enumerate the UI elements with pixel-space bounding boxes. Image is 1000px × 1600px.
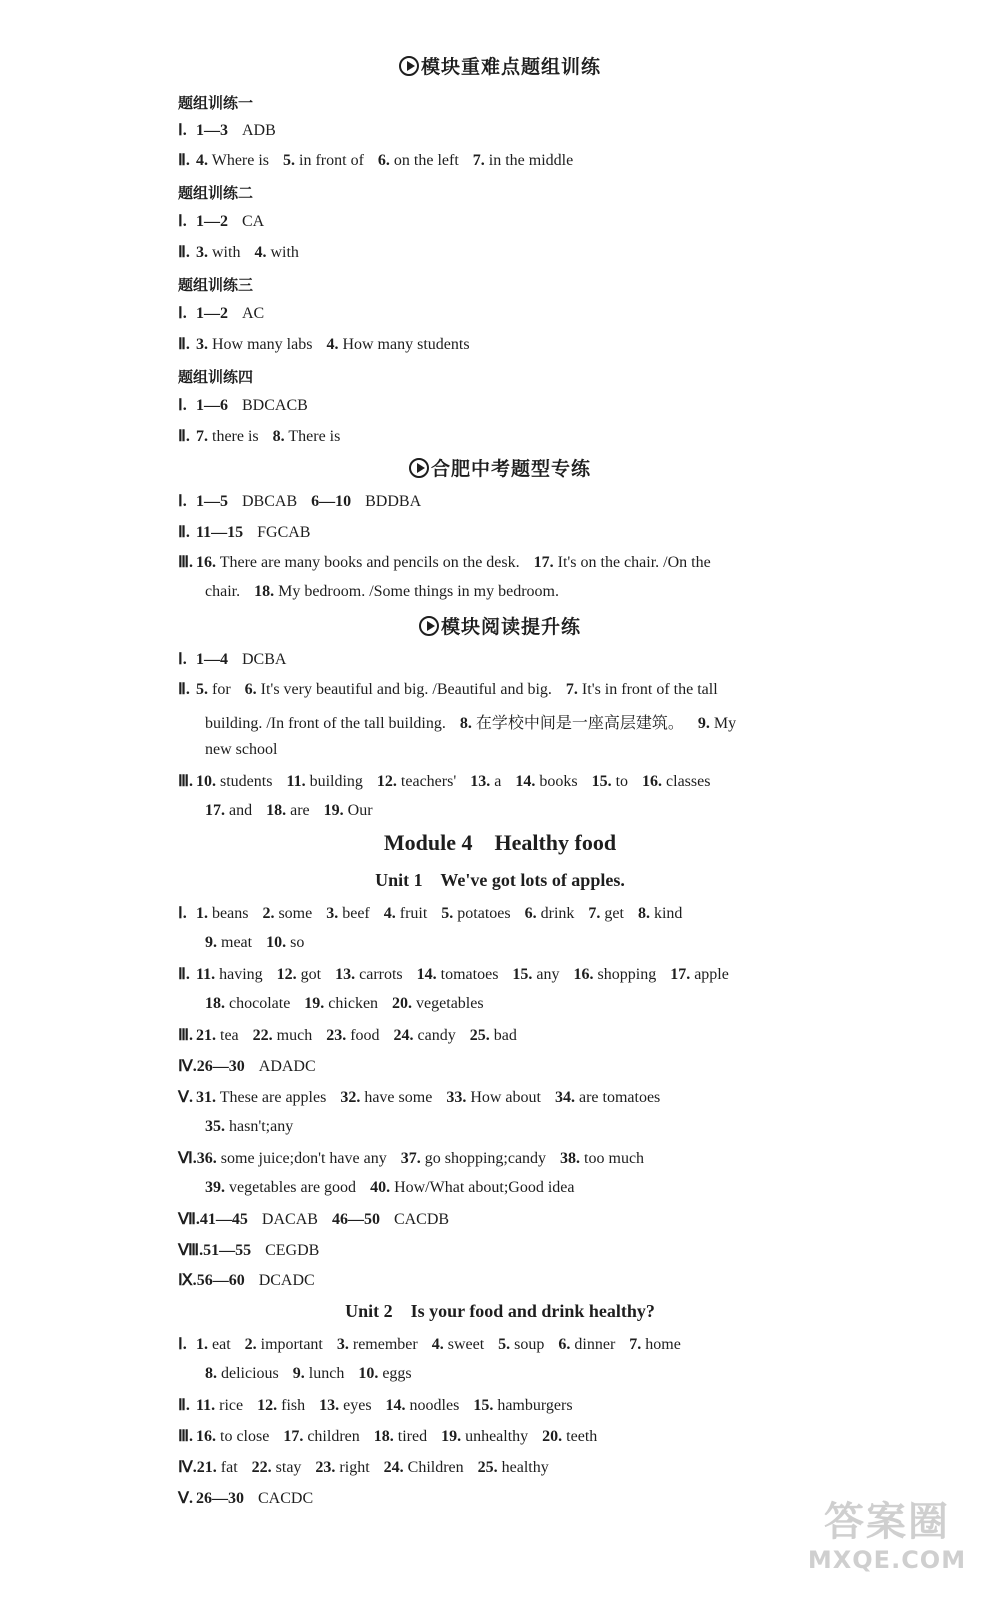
answer-text: How about — [470, 1089, 541, 1106]
roman-numeral: Ⅶ. — [178, 1211, 200, 1228]
answer-line — [178, 903, 682, 923]
answer-text: My — [713, 715, 737, 732]
answer-text: get — [604, 905, 624, 922]
item-number: 36. — [196, 1150, 217, 1167]
answer-text: there is — [212, 428, 259, 445]
section-heading-text: 合肥中考题型专练 — [430, 458, 591, 480]
item-number: 13. — [470, 773, 491, 790]
item-number: 17. — [205, 802, 225, 819]
answer-text: building — [309, 773, 363, 790]
answer-text: It's on the chair. /On the — [557, 554, 711, 571]
roman-numeral: Ⅱ. — [178, 428, 190, 445]
item-number: 33. — [446, 1089, 467, 1106]
answer-line — [205, 934, 304, 952]
answer-text: Children — [407, 1459, 464, 1476]
answer-line — [205, 710, 736, 733]
answer-text: hamburgers — [497, 1397, 573, 1414]
answer-text: on the left — [393, 152, 459, 169]
item-number: 2. — [262, 905, 275, 922]
answer-text: have some — [364, 1089, 433, 1106]
answer-text: tired — [397, 1428, 428, 1445]
item-number: 7. — [196, 428, 208, 445]
answer-line — [178, 334, 470, 354]
answer-line — [178, 649, 286, 669]
item-number: 22. — [251, 1459, 272, 1476]
item-range: 6—10 — [311, 493, 352, 510]
item-number: 18. — [254, 583, 275, 600]
item-number: 4. — [431, 1336, 444, 1353]
module-title: Module 4 Healthy food — [383, 830, 617, 855]
watermark-logo-cn: 答案圈 — [824, 1499, 950, 1545]
item-number: 13. — [335, 966, 356, 983]
answer-text: soup — [514, 1336, 545, 1353]
item-number: 17. — [670, 966, 691, 983]
roman-numeral: Ⅱ. — [178, 966, 190, 983]
answer-line — [178, 1426, 597, 1446]
roman-numeral: Ⅲ. — [178, 1428, 194, 1445]
roman-numeral: Ⅲ. — [178, 1027, 194, 1044]
answer-text: Our — [347, 802, 373, 819]
section-heading-text: 模块重难点题组训练 — [420, 56, 601, 78]
item-number: 7. — [588, 905, 601, 922]
item-number: 21. — [196, 1027, 216, 1044]
answer-text: chair. — [205, 583, 241, 600]
answer-line — [178, 242, 299, 262]
answer-text: CACDC — [258, 1490, 314, 1507]
answer-text: hasn't;any — [229, 1118, 294, 1135]
item-number: 6. — [524, 905, 537, 922]
answer-text: noodles — [409, 1397, 460, 1414]
answer-line — [178, 1148, 644, 1168]
item-number: 8. — [637, 905, 650, 922]
item-number: 18. — [205, 995, 225, 1012]
item-number: 9. — [205, 934, 217, 951]
answer-text: vegetables — [416, 995, 484, 1012]
answer-line — [205, 741, 277, 759]
item-number: 16. — [642, 773, 663, 790]
answer-text: dinner — [574, 1336, 616, 1353]
roman-numeral: Ⅰ. — [178, 493, 187, 510]
answer-line — [178, 1209, 449, 1229]
item-range: 26—30 — [196, 1058, 245, 1075]
item-number: 32. — [340, 1089, 361, 1106]
item-number: 17. — [283, 1428, 304, 1445]
item-number: 1. — [196, 905, 208, 922]
answer-text: in front of — [299, 152, 364, 169]
play-circle-icon — [399, 56, 419, 76]
item-number: 19. — [304, 995, 325, 1012]
answer-text: a — [494, 773, 502, 790]
answer-line — [178, 491, 421, 511]
item-number: 25. — [477, 1459, 498, 1476]
answer-text: It's very beautiful and big. /Beautiful and big. — [260, 681, 552, 698]
answer-text: stay — [275, 1459, 302, 1476]
answer-text: 在学校中间是一座高层建筑。 — [475, 715, 684, 732]
item-number: 23. — [326, 1027, 347, 1044]
item-number: 5. — [283, 152, 296, 169]
watermark-logo — [802, 1498, 972, 1578]
answer-text: ADADC — [258, 1058, 316, 1075]
item-range: 1—6 — [196, 397, 228, 414]
answer-text: home — [645, 1336, 681, 1353]
answer-text: kind — [653, 905, 683, 922]
item-number: 7. — [629, 1336, 642, 1353]
answer-text: How many students — [342, 336, 470, 353]
item-number: 10. — [196, 773, 216, 790]
roman-numeral: Ⅸ. — [178, 1272, 197, 1289]
answer-text: some — [278, 905, 313, 922]
item-number: 14. — [515, 773, 536, 790]
answer-text: bad — [493, 1027, 517, 1044]
answer-text: How/What about;Good idea — [394, 1179, 575, 1196]
section-heading-1 — [0, 52, 1000, 79]
item-number: 34. — [554, 1089, 575, 1106]
item-range: 11—15 — [196, 524, 244, 541]
answer-text: fruit — [399, 905, 428, 922]
answer-line — [178, 552, 711, 572]
item-number: 24. — [393, 1027, 414, 1044]
item-number: 3. — [336, 1336, 349, 1353]
answer-text: rice — [219, 1397, 244, 1414]
answer-line — [178, 120, 276, 140]
answer-text: classes — [666, 773, 711, 790]
answer-text: fat — [220, 1459, 238, 1476]
answer-text: eggs — [382, 1365, 412, 1382]
answer-text: much — [276, 1027, 313, 1044]
item-number: 12. — [257, 1397, 278, 1414]
roman-numeral: Ⅱ. — [178, 524, 190, 541]
item-number: 12. — [276, 966, 297, 983]
answer-line — [178, 522, 310, 542]
answer-text: vegetables are good — [229, 1179, 357, 1196]
item-number: 14. — [416, 966, 437, 983]
answer-text: are — [290, 802, 310, 819]
roman-numeral: Ⅰ. — [178, 213, 187, 230]
answer-text: ADB — [242, 122, 276, 139]
item-number: 14. — [385, 1397, 406, 1414]
item-range: 1—5 — [196, 493, 228, 510]
item-number: 4. — [326, 336, 339, 353]
section-heading-3 — [0, 612, 1000, 639]
answer-line — [205, 802, 373, 820]
answer-line — [178, 1240, 319, 1260]
answer-text: eyes — [343, 1397, 372, 1414]
answer-line — [178, 1488, 313, 1508]
unit-2-title: Unit 2 Is your food and drink healthy? — [345, 1301, 655, 1321]
play-circle-icon — [419, 616, 439, 636]
item-number: 3. — [196, 336, 208, 353]
item-number: 9. — [292, 1365, 305, 1382]
answer-text: healthy — [501, 1459, 549, 1476]
item-number: 1. — [196, 1336, 208, 1353]
roman-numeral: Ⅰ. — [178, 1336, 187, 1353]
item-number: 39. — [205, 1179, 225, 1196]
roman-numeral: Ⅳ. — [178, 1459, 197, 1476]
item-range: 26—30 — [196, 1490, 244, 1507]
item-number: 8. — [272, 428, 285, 445]
item-number: 20. — [542, 1428, 563, 1445]
item-range: 1—3 — [196, 122, 228, 139]
item-number: 24. — [383, 1459, 404, 1476]
item-number: 11. — [286, 773, 306, 790]
answer-line — [178, 679, 718, 699]
item-number: 16. — [196, 554, 216, 571]
item-number: 16. — [196, 1428, 216, 1445]
answer-text: candy — [417, 1027, 456, 1044]
item-number: 17. — [533, 554, 554, 571]
answer-text: for — [212, 681, 231, 698]
item-number: 22. — [252, 1027, 273, 1044]
watermark-logo-en: MXQE.COM — [807, 1546, 967, 1574]
answer-text: shopping — [597, 966, 657, 983]
answer-text: DACAB — [261, 1211, 318, 1228]
answer-line — [178, 150, 573, 170]
group-label-3: 题组训练三 — [178, 276, 254, 294]
answer-text: beef — [342, 905, 370, 922]
answer-line — [178, 1025, 517, 1045]
answer-text: There are many books and pencils on the desk. — [219, 554, 520, 571]
answer-text: any — [536, 966, 560, 983]
item-number: 5. — [196, 681, 208, 698]
answer-line — [178, 395, 308, 415]
answer-line — [178, 211, 264, 231]
answer-text: to — [615, 773, 629, 790]
answer-text: tomatoes — [440, 966, 499, 983]
answer-text: food — [350, 1027, 380, 1044]
roman-numeral: Ⅰ. — [178, 905, 187, 922]
item-range: 41—45 — [199, 1211, 248, 1228]
roman-numeral: Ⅱ. — [178, 681, 190, 698]
item-number: 15. — [473, 1397, 494, 1414]
item-number: 18. — [266, 802, 287, 819]
item-number: 18. — [373, 1428, 394, 1445]
item-number: 31. — [196, 1089, 216, 1106]
roman-numeral: Ⅱ. — [178, 1397, 190, 1414]
item-number: 37. — [400, 1150, 421, 1167]
answer-text: with — [270, 244, 299, 261]
answer-text: new school — [205, 741, 278, 758]
item-number: 5. — [441, 905, 454, 922]
item-range: 51—55 — [203, 1242, 252, 1259]
answer-text: got — [300, 966, 322, 983]
answer-text: so — [290, 934, 305, 951]
answer-line — [178, 1270, 315, 1290]
item-number: 19. — [323, 802, 344, 819]
answer-text: unhealthy — [465, 1428, 529, 1445]
answer-line — [178, 1395, 573, 1415]
answer-text: teachers' — [400, 773, 457, 790]
answer-text: CA — [242, 213, 265, 230]
item-range: 1—2 — [196, 213, 228, 230]
item-number: 20. — [392, 995, 413, 1012]
roman-numeral: Ⅰ. — [178, 122, 187, 139]
item-range: 56—60 — [196, 1272, 245, 1289]
item-number: 13. — [319, 1397, 340, 1414]
item-number: 4. — [254, 244, 267, 261]
roman-numeral: Ⅱ. — [178, 244, 190, 261]
group-label-1: 题组训练一 — [178, 94, 254, 112]
answer-text: AC — [242, 305, 265, 322]
roman-numeral: Ⅲ. — [178, 554, 194, 571]
answer-text: beans — [212, 905, 249, 922]
answer-text: and — [229, 802, 253, 819]
answer-text: There is — [288, 428, 341, 445]
answer-text: children — [307, 1428, 360, 1445]
answer-text: teeth — [566, 1428, 598, 1445]
answer-line — [178, 1056, 316, 1076]
answer-line — [205, 1179, 574, 1197]
answer-text: in the middle — [488, 152, 574, 169]
roman-numeral: Ⅱ. — [178, 152, 190, 169]
item-number: 15. — [512, 966, 533, 983]
item-range: 1—4 — [196, 651, 228, 668]
item-number: 6. — [377, 152, 390, 169]
answer-text: sweet — [447, 1336, 485, 1353]
answer-text: DBCAB — [242, 493, 298, 510]
roman-numeral: Ⅷ. — [178, 1242, 204, 1259]
answer-text: DCBA — [242, 651, 287, 668]
answer-text: Where is — [211, 152, 270, 169]
answer-text: chocolate — [229, 995, 291, 1012]
answer-text: having — [219, 966, 263, 983]
item-number: 5. — [498, 1336, 511, 1353]
group-label-2: 题组训练二 — [178, 184, 254, 202]
roman-numeral: Ⅴ. — [178, 1490, 193, 1507]
answer-text: go shopping;candy — [424, 1150, 547, 1167]
answer-text: BDDBA — [365, 493, 422, 510]
answer-text: right — [339, 1459, 370, 1476]
item-number: 9. — [697, 715, 710, 732]
answer-text: How many labs — [212, 336, 313, 353]
answer-text: with — [212, 244, 241, 261]
item-number: 21. — [196, 1459, 217, 1476]
answer-text: These are apples — [219, 1089, 327, 1106]
answer-text: meat — [221, 934, 253, 951]
item-number: 7. — [565, 681, 578, 698]
item-number: 35. — [205, 1118, 225, 1135]
answer-text: BDCACB — [242, 397, 308, 414]
item-range: 1—2 — [196, 305, 228, 322]
item-number: 6. — [244, 681, 257, 698]
answer-text: tea — [220, 1027, 239, 1044]
answer-line — [178, 426, 340, 446]
answer-text: My bedroom. /Some things in my bedroom. — [278, 583, 559, 600]
item-number: 10. — [266, 934, 287, 951]
answer-line — [205, 995, 484, 1013]
answer-text: CACDB — [393, 1211, 450, 1228]
answer-line — [178, 1334, 681, 1354]
item-number: 4. — [196, 152, 208, 169]
answer-text: delicious — [221, 1365, 279, 1382]
answer-text: too much — [584, 1150, 645, 1167]
answer-text: CEGDB — [265, 1242, 320, 1259]
answer-line — [178, 303, 264, 323]
item-number: 3. — [326, 905, 339, 922]
answer-text: books — [539, 773, 578, 790]
answer-line — [205, 1118, 293, 1136]
roman-numeral: Ⅴ. — [178, 1089, 193, 1106]
answer-text: chicken — [328, 995, 379, 1012]
item-number: 11. — [196, 1397, 216, 1414]
answer-text: carrots — [359, 966, 403, 983]
answer-text: remember — [352, 1336, 418, 1353]
answer-text: apple — [694, 966, 729, 983]
item-number: 3. — [196, 244, 208, 261]
item-number: 11. — [196, 966, 216, 983]
item-number: 6. — [558, 1336, 571, 1353]
answer-line — [178, 771, 710, 791]
item-number: 15. — [591, 773, 612, 790]
roman-numeral: Ⅱ. — [178, 336, 190, 353]
answer-text: important — [260, 1336, 323, 1353]
answer-text: eat — [212, 1336, 231, 1353]
answer-text: DCADC — [258, 1272, 315, 1289]
answer-text: are tomatoes — [578, 1089, 661, 1106]
roman-numeral: Ⅰ. — [178, 305, 187, 322]
answer-text: students — [220, 773, 273, 790]
answer-text: lunch — [308, 1365, 345, 1382]
item-number: 4. — [383, 905, 396, 922]
item-number: 16. — [573, 966, 594, 983]
answer-text: to close — [220, 1428, 270, 1445]
roman-numeral: Ⅲ. — [178, 773, 194, 790]
answer-line — [178, 1457, 549, 1477]
item-number: 7. — [472, 152, 485, 169]
section-heading-text: 模块阅读提升练 — [440, 616, 581, 638]
item-number: 8. — [205, 1365, 217, 1382]
unit-1-title: Unit 1 We've got lots of apples. — [375, 870, 625, 890]
item-number: 38. — [560, 1150, 581, 1167]
item-number: 25. — [469, 1027, 490, 1044]
section-heading-2 — [0, 454, 1000, 481]
roman-numeral: Ⅳ. — [178, 1058, 197, 1075]
answer-text: fish — [281, 1397, 306, 1414]
answer-line — [205, 1365, 412, 1383]
play-circle-icon — [409, 458, 429, 478]
group-label-4: 题组训练四 — [178, 368, 254, 386]
answer-text: building. /In front of the tall building. — [205, 715, 446, 732]
roman-numeral: Ⅰ. — [178, 397, 187, 414]
answer-line — [178, 964, 729, 984]
item-number: 10. — [358, 1365, 379, 1382]
answer-text: some juice;don't have any — [220, 1150, 387, 1167]
item-number: 40. — [370, 1179, 391, 1196]
answer-text: potatoes — [457, 905, 511, 922]
item-number: 8. — [459, 715, 472, 732]
item-number: 2. — [244, 1336, 257, 1353]
item-number: 19. — [441, 1428, 462, 1445]
roman-numeral: Ⅰ. — [178, 651, 187, 668]
answer-line — [205, 583, 559, 601]
answer-text: drink — [540, 905, 575, 922]
answer-line — [178, 1087, 660, 1107]
roman-numeral: Ⅵ. — [178, 1150, 197, 1167]
item-number: 23. — [315, 1459, 336, 1476]
answer-text: It's in front of the tall — [581, 681, 718, 698]
answer-text: FGCAB — [257, 524, 311, 541]
item-number: 12. — [376, 773, 397, 790]
item-range: 46—50 — [331, 1211, 380, 1228]
